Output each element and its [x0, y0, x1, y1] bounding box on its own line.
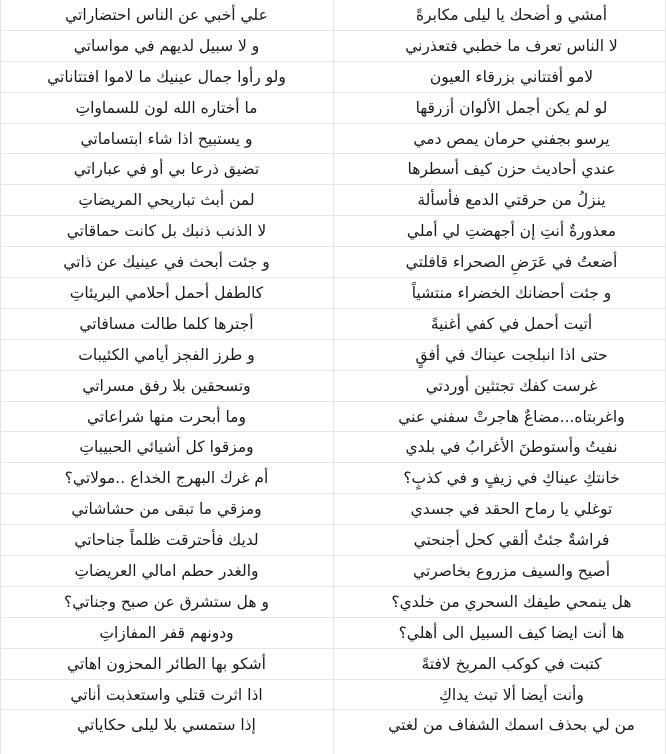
verse-second-hemistich: و يستبيح اذا شاء ابتساماتي — [0, 123, 339, 154]
verse-second-hemistich: تضيق ذرعا بي أو في عباراتي — [0, 154, 339, 185]
verse-second-hemistich: لمن أبث تباريحي المريضاتِ — [0, 185, 339, 216]
verse-second-hemistich: لا الذنب ذنبك بل كانت حماقاتي — [0, 216, 339, 247]
verse-first-hemistich: لامو أفتتاني بزرقاء العيون — [339, 61, 666, 92]
column-divider — [333, 0, 334, 754]
verse-first-hemistich: من لي بحذف اسمك الشفاف من لغتي — [339, 710, 666, 740]
verse-first-hemistich: خانتكِ عيناكِ في زيفٍ و في كذبٍ؟ — [339, 463, 666, 494]
table-border-left — [0, 0, 1, 754]
verse-second-hemistich: ومزقوا كل أشيائي الحبيباتِ — [0, 432, 339, 463]
verse-first-hemistich: معذورةٌ أنتِ إن أجهضتِ لي أملي — [339, 216, 666, 247]
verse-second-hemistich: لديك فأحترقت ظلماً جناحاتي — [0, 525, 339, 556]
verse-first-hemistich: واغربتاه...مضاعٌ هاجرتْ سفني عني — [339, 401, 666, 432]
verse-first-hemistich: هل ينمحي طيفك السحري من خلدي؟ — [339, 586, 666, 617]
verse-first-hemistich: لا الناس تعرف ما خطبي فتعذرني — [339, 30, 666, 61]
verse-first-hemistich: فراشةٌ جئتُ ألقي كحل أجنحتي — [339, 525, 666, 556]
verse-second-hemistich: و طرز الفجز أيامي الكئيبات — [0, 339, 339, 370]
verse-second-hemistich: ولو رأوا جمال عينيك ما لاموا افتتاناتي — [0, 61, 339, 92]
verse-second-hemistich: و جئت أبحث في عينيك عن ذاتي — [0, 247, 339, 278]
verse-second-hemistich: و هل ستشرق عن صبح وجناتي؟ — [0, 586, 339, 617]
verse-second-hemistich: وتسحقين بلا رفق مسراتي — [0, 370, 339, 401]
verse-second-hemistich: اذا اثرت قتلي واستعذبت أناتي — [0, 679, 339, 710]
verse-first-hemistich: أتيت أحمل في كفي أغنيةً — [339, 308, 666, 339]
verse-second-hemistich: علي أخبي عن الناس احتضاراتي — [65, 5, 268, 24]
verse-second-hemistich: كالطفل أحمل أحلامي البريئاتِ — [0, 278, 339, 309]
verse-second-hemistich: ودونهم قفر المفازاتِ — [0, 617, 339, 648]
verse-second-hemistich: إذا ستمسي بلا ليلى حكاياتي — [0, 710, 339, 740]
verse-first-hemistich: نفيتُ وأستوطنَ الأغرابُ في بلدي — [339, 432, 666, 463]
verse-first-hemistich: ينزلُ من حرقتي الدمع فأسألة — [339, 185, 666, 216]
verse-first-hemistich: حتى اذا انبلجت عيناك في أفقٍ — [339, 339, 666, 370]
verse-second-hemistich: أم غرك البهرج الخداع ..مولاتي؟ — [0, 463, 339, 494]
verse-second-hemistich: والغدر حطم امالي العريضاتِ — [0, 556, 339, 587]
verse-second-hemistich: أشكو بها الطائر المحزون اهاتي — [0, 648, 339, 679]
verse-second-hemistich: ما أختاره الله لون للسماواتِ — [0, 92, 339, 123]
verse-second-hemistich: وما أبحرت منها شراعاتي — [0, 401, 339, 432]
verse-first-hemistich: أصيح والسيف مزروع بخاصرتي — [339, 556, 666, 587]
verse-first-hemistich: كتبت في كوكب المريخ لافتةً — [339, 648, 666, 679]
verse-first-hemistich: لو لم يكن أجمل الألوان أزرقها — [339, 92, 666, 123]
verse-first-hemistich: ها أنت ايضا كيف السبيل الى أهلي؟ — [339, 617, 666, 648]
verse-first-hemistich: و جئت أحضانك الخضراء منتشياً — [339, 278, 666, 309]
verse-first-hemistich: وأنت أيضا ألا تبث يداكِ — [339, 679, 666, 710]
verse-second-hemistich: و لا سبيل لديهم في مواساتي — [0, 30, 339, 61]
verse-first-hemistich: عندي أحاديث حزن كيف أسطرها — [339, 154, 666, 185]
verse-first-hemistich: أضعتُ في عَرَضِ الصحراء قافلتي — [339, 247, 666, 278]
verse-second-hemistich: أجترها كلما طالت مسافاتي — [0, 308, 339, 339]
verse-second-hemistich: ومزقي ما تبقى من حشاشاتي — [0, 494, 339, 525]
verse-first-hemistich: أمشي و أضحك يا ليلى مكابرةً — [415, 5, 608, 24]
verse-first-hemistich: توغلي يا رماح الحقد في جسدي — [339, 494, 666, 525]
verse-first-hemistich: يرسو بجفني حرمان يمص دمي — [339, 123, 666, 154]
verse-first-hemistich: غرست كفك تجتثين أوردتي — [339, 370, 666, 401]
